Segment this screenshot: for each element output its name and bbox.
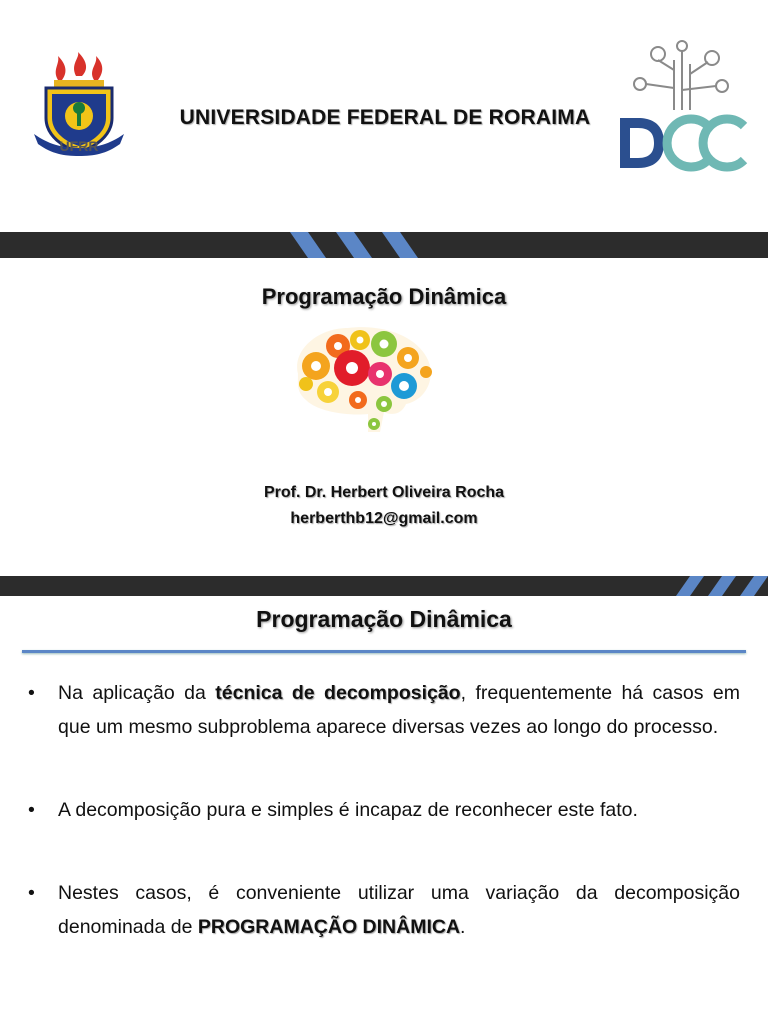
bullet-item — [28, 676, 740, 744]
bullet-text — [58, 676, 740, 744]
dcc-logo — [612, 40, 752, 176]
bullet-item — [28, 793, 740, 827]
professor-name: Prof. Dr. Herbert Oliveira Rocha — [263, 484, 505, 501]
brain-gears-illustration — [288, 320, 436, 438]
bullet-text-part: Na aplicação da — [58, 682, 216, 704]
bullet-bold-term: técnica de decomposição — [215, 682, 461, 704]
slide2-title: Programação Dinâmica — [256, 606, 512, 632]
bullet-text: A decomposição pura e simples é incapaz de reconhecer este fato. — [58, 799, 638, 821]
bullet-marker: • — [28, 682, 35, 704]
bullet-item — [28, 876, 740, 944]
slide1-title: Programação Dinâmica — [261, 284, 507, 309]
bullet-text-part: . — [460, 916, 466, 938]
bullet-text — [58, 876, 740, 944]
university-name: UNIVERSIDADE FEDERAL DE RORAIMA — [179, 106, 591, 129]
band-stripes-icon — [676, 576, 768, 596]
title-underline-rule — [22, 650, 746, 653]
bullet-text-part: , frequentemente há casos em que um mesmo subproblema aparece diversas vezes ao longo do processo. — [58, 682, 741, 738]
bullet-bold-term: PROGRAMAÇÃO DINÂMICA — [197, 916, 461, 938]
decorative-band-top — [0, 232, 768, 258]
bullet-text-part: Nestes casos, é conveniente utilizar uma variação da decomposição denominada de — [58, 882, 740, 938]
ufrr-logo-text: UFRR — [59, 138, 99, 154]
decorative-band-bottom — [0, 576, 768, 596]
band-stripes-icon — [290, 232, 440, 258]
bullet-marker: • — [28, 799, 35, 821]
bullet-marker: • — [28, 882, 35, 904]
professor-email: herberthb12@gmail.com — [290, 510, 478, 527]
